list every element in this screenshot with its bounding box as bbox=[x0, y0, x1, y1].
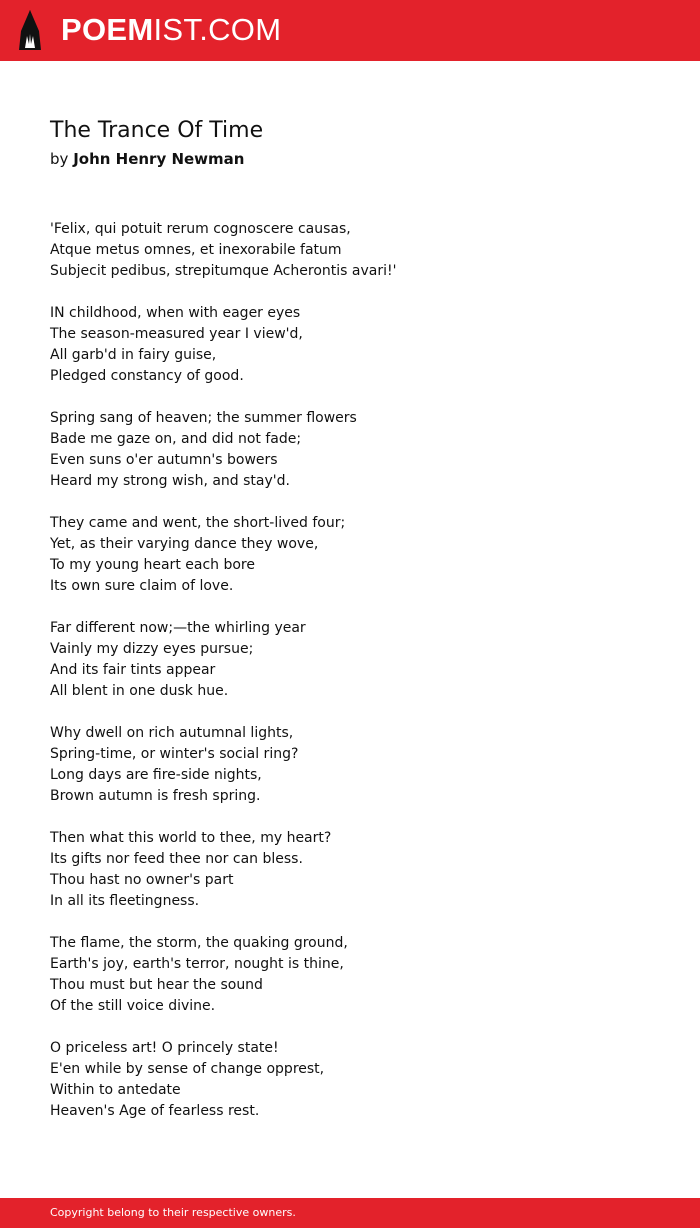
pencil-nib-icon[interactable] bbox=[17, 9, 43, 51]
poem-line: Vainly my dizzy eyes pursue; bbox=[50, 641, 254, 657]
poem-title: The Trance Of Time bbox=[50, 118, 264, 143]
stanza bbox=[50, 933, 650, 1017]
poem-line: Within to antedate bbox=[50, 1082, 181, 1098]
poem-line: Spring-time, or winter's social ring? bbox=[50, 746, 299, 762]
copyright-notice: Copyright belong to their respective owners. bbox=[50, 1206, 296, 1219]
stanza bbox=[50, 618, 650, 702]
poem-line: Its gifts nor feed thee nor can bless. bbox=[50, 851, 303, 867]
poem-line: Spring sang of heaven; the summer flowers bbox=[50, 410, 357, 426]
poem-line: All blent in one dusk hue. bbox=[50, 683, 229, 699]
stanza bbox=[50, 723, 650, 807]
poem-line: Brown autumn is fresh spring. bbox=[50, 788, 261, 804]
poem-line: All garb'd in fairy guise, bbox=[50, 347, 217, 363]
poem-line: Yet, as their varying dance they wove, bbox=[50, 536, 319, 552]
stanza bbox=[50, 408, 650, 492]
poem-body bbox=[50, 219, 650, 1143]
poem-line: E'en while by sense of change opprest, bbox=[50, 1061, 325, 1077]
site-footer bbox=[0, 1198, 700, 1228]
poem-line: Bade me gaze on, and did not fade; bbox=[50, 431, 302, 447]
poem-line: In all its fleetingness. bbox=[50, 893, 200, 909]
poem-line: Long days are fire-side nights, bbox=[50, 767, 262, 783]
poem-line: Heard my strong wish, and stay'd. bbox=[50, 473, 290, 489]
poem-line: Even suns o'er autumn's bowers bbox=[50, 452, 278, 468]
poem-line: Atque metus omnes, et inexorabile fatum bbox=[50, 242, 342, 258]
poem-line: Its own sure claim of love. bbox=[50, 578, 234, 594]
stanza bbox=[50, 219, 650, 282]
poem-line: Pledged constancy of good. bbox=[50, 368, 244, 384]
poem-line: And its fair tints appear bbox=[50, 662, 216, 678]
poem-line: Then what this world to thee, my heart? bbox=[50, 830, 332, 846]
stanza bbox=[50, 1038, 650, 1122]
poem-line: IN childhood, when with eager eyes bbox=[50, 305, 301, 321]
poem-line: Subjecit pedibus, strepitumque Acherontis avari!' bbox=[50, 263, 397, 279]
poem-line: Thou hast no owner's part bbox=[50, 872, 234, 888]
author-name: John Henry Newman bbox=[73, 150, 245, 168]
poem-line: Of the still voice divine. bbox=[50, 998, 216, 1014]
poem-line: The season-measured year I view'd, bbox=[50, 326, 303, 342]
by-prefix: by bbox=[50, 150, 69, 168]
stanza bbox=[50, 303, 650, 387]
poem-line: Far different now;—the whirling year bbox=[50, 620, 306, 636]
logo-brand-bold: POEM bbox=[61, 12, 154, 47]
poem-line: Thou must but hear the sound bbox=[50, 977, 263, 993]
site-header bbox=[0, 0, 700, 61]
poem-line: 'Felix, qui potuit rerum cognoscere causas, bbox=[50, 221, 351, 237]
poem-line: To my young heart each bore bbox=[50, 557, 255, 573]
poem-line: Why dwell on rich autumnal lights, bbox=[50, 725, 294, 741]
stanza bbox=[50, 513, 650, 597]
poem-line: The flame, the storm, the quaking ground, bbox=[50, 935, 348, 951]
poem-line: O priceless art! O princely state! bbox=[50, 1040, 279, 1056]
byline bbox=[50, 149, 244, 169]
poem-line: Heaven's Age of fearless rest. bbox=[50, 1103, 260, 1119]
logo-brand-light: IST.COM bbox=[153, 12, 282, 47]
poem-line: Earth's joy, earth's terror, nought is thine, bbox=[50, 956, 344, 972]
stanza bbox=[50, 828, 650, 912]
poem-line: They came and went, the short-lived four; bbox=[50, 515, 346, 531]
site-logo[interactable] bbox=[61, 12, 281, 48]
